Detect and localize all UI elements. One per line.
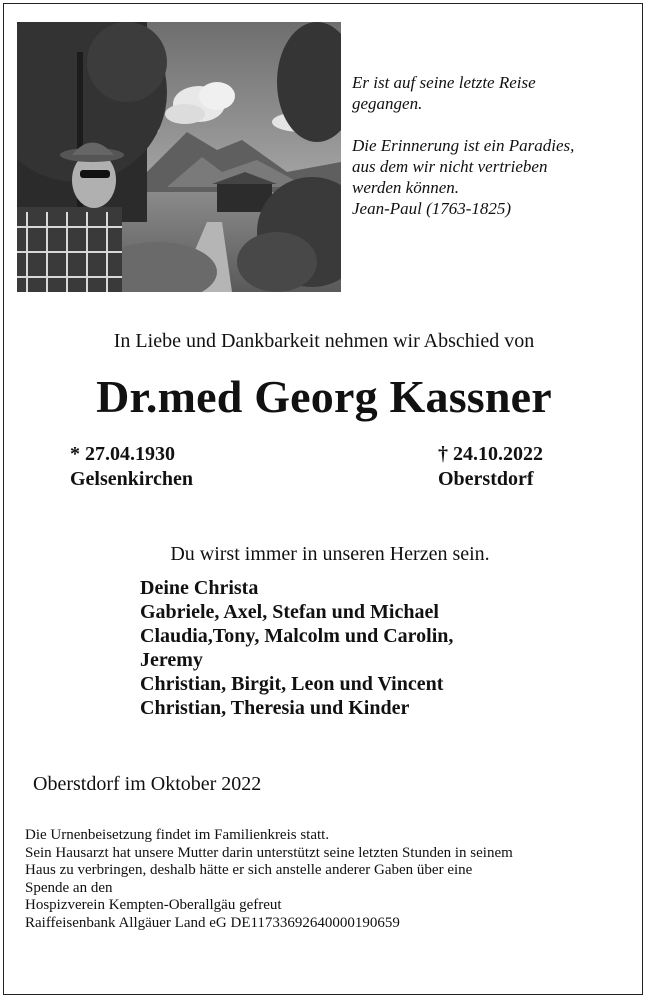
family-line: Deine Christa bbox=[140, 577, 259, 599]
birth-place: Gelsenkirchen bbox=[70, 468, 193, 490]
quote-author: Jean-Paul (1763-1825) bbox=[352, 199, 512, 218]
family-line: Christian, Theresia und Kinder bbox=[140, 697, 410, 719]
notice-line: Spende an den bbox=[25, 879, 113, 896]
notice-line: Hospizverein Kempten-Oberallgäu gefreut bbox=[25, 897, 282, 913]
family-list bbox=[140, 576, 453, 720]
memorial-photo bbox=[17, 22, 341, 292]
death-info bbox=[438, 442, 543, 492]
notice-line: Haus zu verbringen, deshalb hätte er sich anstelle anderer Gaben über eine bbox=[25, 862, 473, 878]
birth-info bbox=[70, 442, 193, 492]
death-place: Oberstdorf bbox=[438, 468, 534, 490]
family-line: Jeremy bbox=[140, 649, 203, 671]
memorial-photo-image bbox=[17, 22, 341, 292]
deceased-name: Dr.med Georg Kassner bbox=[96, 371, 552, 422]
quote-line: Er ist auf seine letzte Reise bbox=[352, 73, 536, 92]
quote-block bbox=[352, 72, 632, 219]
quote-line: Die Erinnerung ist ein Paradies, bbox=[352, 136, 575, 155]
place-date: Oberstdorf im Oktober 2022 bbox=[33, 773, 262, 795]
intro-text: In Liebe und Dankbarkeit nehmen wir Abschied von bbox=[113, 330, 535, 352]
quote-line: aus dem wir nicht vertrieben bbox=[352, 157, 548, 176]
birth-date: * 27.04.1930 bbox=[70, 443, 175, 465]
family-line: Gabriele, Axel, Stefan und Michael bbox=[140, 601, 439, 623]
notice-line: Die Urnenbeisetzung findet im Familienkreis statt. bbox=[25, 827, 330, 843]
motto-text: Du wirst immer in unseren Herzen sein. bbox=[170, 543, 490, 565]
quote-line: werden können. bbox=[352, 178, 460, 197]
notice-line: Sein Hausarzt hat unsere Mutter darin unterstützt seine letzten Stunden in seinem bbox=[25, 844, 513, 861]
funeral-notice bbox=[25, 827, 625, 932]
quote-line: gegangen. bbox=[352, 94, 423, 113]
family-line: Christian, Birgit, Leon und Vincent bbox=[140, 673, 444, 695]
family-line: Claudia,Tony, Malcolm und Carolin, bbox=[140, 625, 454, 647]
notice-line: Raiffeisenbank Allgäuer Land eG DE11733692640000190659 bbox=[25, 914, 400, 931]
death-date: † 24.10.2022 bbox=[438, 443, 543, 465]
